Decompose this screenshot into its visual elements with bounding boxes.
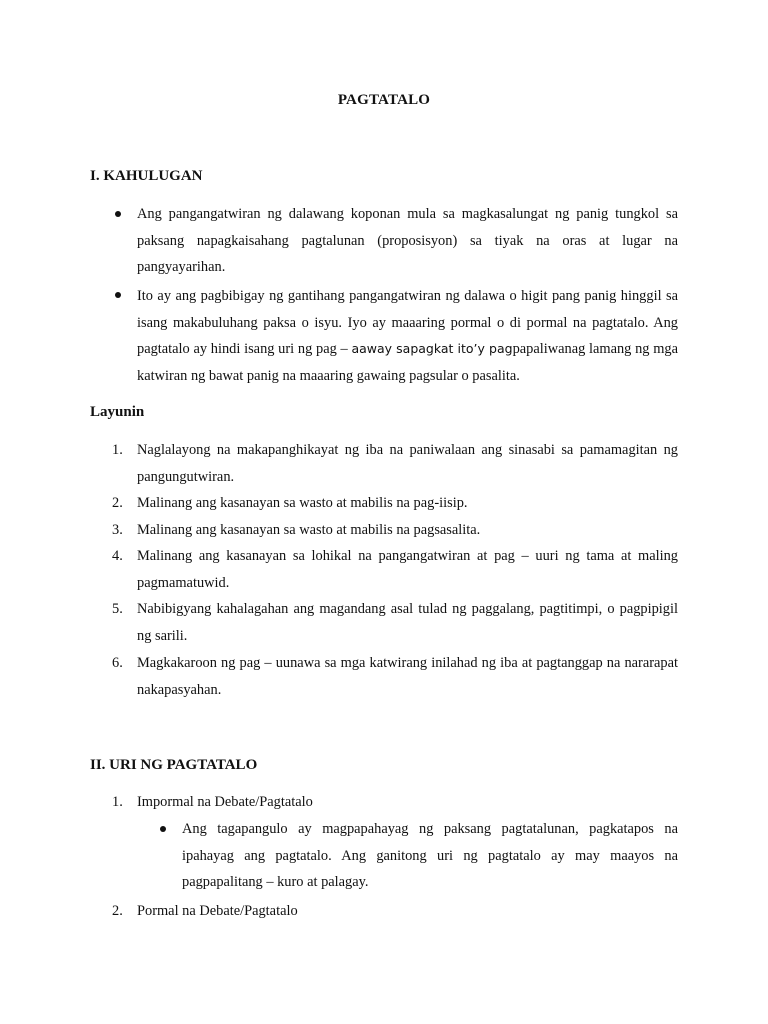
layunin-item-4: Malinang ang kasanayan sa lohikal na pangangatwiran at pag – uuri ng tama at maling pagmamatuwid. [137, 548, 678, 591]
list-number: 2. [112, 903, 123, 919]
bullet-icon [115, 211, 121, 217]
uri-item-1-sub-bullet: Ang tagapangulo ay magpapahayag ng paksang pagtatalunan, pagkatapos na ipahayag ang pagtatalo. Ang ganitong uri ng pagtatalo ay may maayos na pagpapalitang – kuro at palagay. [182, 821, 678, 891]
layunin-item-2: Malinang ang kasanayan sa wasto at mabilis na pag-iisip. [137, 495, 468, 511]
kahulugan-bullet-2 [137, 283, 678, 390]
list-number: 3. [112, 522, 123, 538]
kahulugan-bullet-1: Ang pangangatwiran ng dalawang koponan mula sa magkasalungat ng panig tungkol sa paksang napagkaisahang pagtalunan (proposisyon) sa tiyak na oras at lugar na pangyayarihan. [137, 206, 678, 276]
bullet-icon [160, 826, 166, 832]
bullet-icon [115, 292, 121, 298]
layunin-item-5: Nabibigyang kahalagahan ang magandang asal tulad ng paggalang, pagtitimpi, o pagpipigil ng sarili. [137, 601, 678, 644]
layunin-item-3: Malinang ang kasanayan sa wasto at mabilis na pagsasalita. [137, 522, 481, 538]
layunin-item-1: Naglalayong na makapanghikayat ng iba na paniwalaan ang sinasabi sa pamamagitan ng pangungutwiran. [137, 442, 678, 485]
section-heading-uri: II. URI NG PAGTATALO [90, 757, 258, 773]
kahulugan-bullet-2-text-a: Ito ay ang pagbibigay ng gantihang pangangatwiran ng dalawa o higit pang panig hinggil sa isang makabuluhang paksa o isyu. Iyo ay maaaring pormal o di pormal na pagtatalo. Ang pagtatalo ay hindi isang uri ng pag – [137, 288, 678, 358]
list-number: 1. [112, 442, 123, 458]
document-title: PAGTATALO [337, 92, 431, 108]
uri-item-2: Pormal na Debate/Pagtatalo [137, 903, 298, 919]
kahulugan-bullet-2-text-b: papaliwanag lamang ng mga katwiran ng bawat panig na maaaring gawaing pagsular o pasalita. [137, 341, 678, 384]
list-number: 1. [112, 794, 123, 810]
section-heading-layunin: Layunin [90, 404, 145, 420]
list-number: 6. [112, 655, 123, 671]
layunin-item-6: Magkakaroon ng pag – uunawa sa mga katwirang inilahad ng iba at pagtanggap na nararapat nakapasyahan. [137, 655, 678, 698]
kahulugan-bullet-2-text-sans: aaway sapagkat ito’y pag [351, 341, 513, 357]
section-heading-kahulugan: I. KAHULUGAN [90, 168, 203, 184]
list-number: 2. [112, 495, 123, 511]
list-number: 4. [112, 548, 123, 564]
uri-item-1: Impormal na Debate/Pagtatalo [137, 794, 313, 810]
list-number: 5. [112, 601, 123, 617]
